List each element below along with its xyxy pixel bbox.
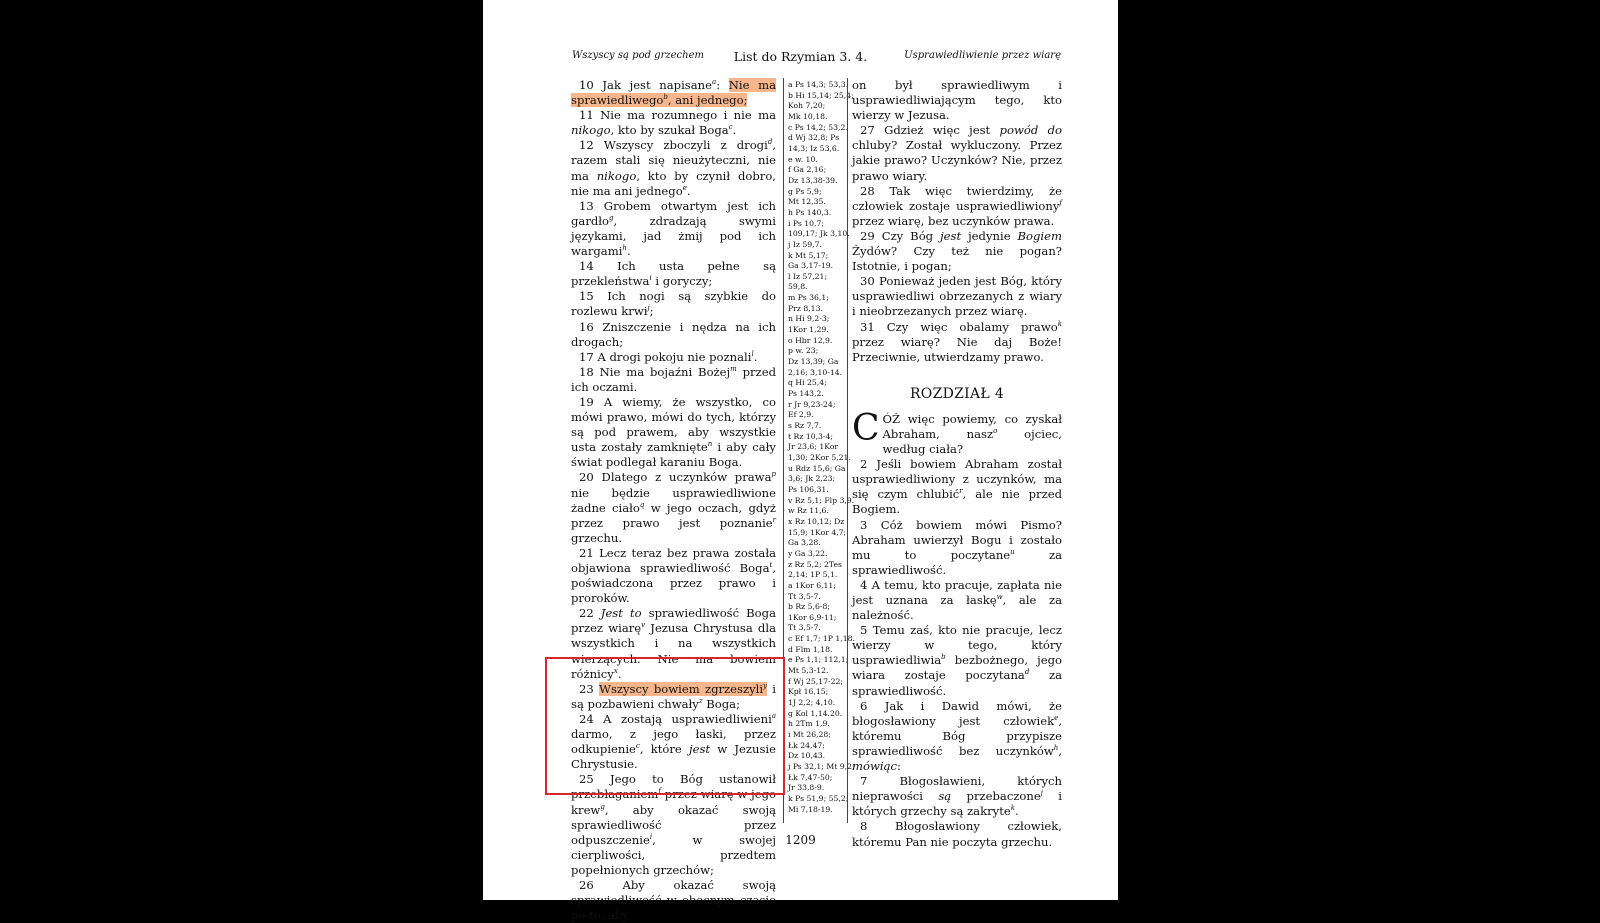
chapter-4-verse-5: 5 Temu zaś, kto nie pracuje, lecz wierzy w tego, który usprawiedliwia$^b$ bezbożnego, jego wiara zostaje poczytana$^d$ za sprawiedliwość. xyxy=(852,623,1062,698)
cross-reference: 2,16; 3,10-14. xyxy=(788,367,843,377)
cross-reference-column xyxy=(788,80,855,815)
chapter-4-verse-6: 6 Jak i Dawid mówi, że błogosławiony jest człowiek$^e$, któremu Bóg przypisze sprawiedliwość bez uczynków$^h$, mówiąc: xyxy=(852,698,1062,774)
cross-reference: p w. 23; xyxy=(788,346,819,356)
cross-reference: 1,30; 2Kor 5,21. xyxy=(788,452,851,462)
cross-reference: Jr 23,6; 1Kor xyxy=(788,442,839,452)
highlight: Wszyscy bowiem zgrzeszyli$^y$ xyxy=(599,681,768,696)
chapter-4-verse-2: 2 Jeśli bowiem Abraham został usprawiedliwiony z uczynków, ma się czym chlubić$^r$, ale nie przed Bogiem. xyxy=(852,457,1062,517)
cross-reference: t Rz 10,3-4; xyxy=(788,431,834,441)
verse-15: 15 Ich nogi są szybkie do rozlewu krwi$^j$; xyxy=(571,289,776,319)
cross-reference: j Ps 32,1; Mt 9,2; xyxy=(788,762,855,771)
verse-30: 30 Ponieważ jeden jest Bóg, który usprawiedliwi obrzezanych z wiary i nieobrzezanych przez wiarę. xyxy=(852,274,1062,319)
verse-27: 27 Gdzież więc jest powód do chluby? Został wykluczony. Przez jakie prawo? Uczynków? Nie, przez prawo wiary. xyxy=(852,123,1062,183)
column-divider xyxy=(847,78,848,823)
cross-reference: 1Kor 1,29. xyxy=(788,325,829,335)
cross-reference: Łk 7,47-50; xyxy=(788,772,833,782)
cross-reference: Tt 3,5-7. xyxy=(788,623,821,633)
verse-26: 26 Aby okazać swoją sprawiedliwość w obecnym czasie po to, aby xyxy=(571,877,776,923)
cross-reference: e Ps 1,1; 112,1; xyxy=(788,655,849,665)
cross-reference: 15,9; 1Kor 4,7; xyxy=(788,527,847,537)
cross-reference: Dz 13,38-39. xyxy=(788,175,838,185)
cross-reference: Prz 8,13. xyxy=(788,303,823,313)
cross-reference: Tt 3,5-7. xyxy=(788,591,821,601)
cross-reference: b Hi 15,14; 25,4; xyxy=(788,90,854,100)
cross-reference: 3,6; Jk 2,23; xyxy=(788,474,836,484)
cross-reference: Ps 106,31. xyxy=(788,484,829,494)
cross-reference: b Rz 5,6-8; xyxy=(788,602,830,612)
verse-26-continued: on był sprawiedliwym i usprawiedliwiającym tego, kto wierzy w Jezusa. xyxy=(852,78,1062,123)
verse-31: 31 Czy więc obalamy prawo$^k$ przez wiarę? Nie daj Boże! Przeciwnie, utwierdzamy prawo. xyxy=(852,319,1062,364)
cross-reference: a 1Kor 6,11; xyxy=(788,580,836,590)
verse-19: 19 A wiemy, że wszystko, co mówi prawo, mówi do tych, którzy są pod prawem, aby wszystkie usta zostały zamknięte$^n$ i aby cały świat podlegał karaniu Boga. xyxy=(571,394,776,470)
cross-reference: r Jr 9,23-24; xyxy=(788,399,836,409)
cross-reference: Mt 12,35. xyxy=(788,197,826,207)
cross-reference: Mk 10,18. xyxy=(788,111,828,121)
verse-13: 13 Grobem otwartym jest ich gardło$^g$, zdradzają swymi językami, jad żmij pod ich wargami$^h$. xyxy=(571,198,776,259)
chapter-4-verse-8: 8 Błogosławiony człowiek, któremu Pan nie poczyta grzechu. xyxy=(852,819,1062,849)
cross-reference: s Rz 7,7. xyxy=(788,421,822,430)
verse-23: 23 Wszyscy bowiem zgrzeszyli$^y$ i są pozbawieni chwały$^z$ Boga; xyxy=(571,681,776,711)
cross-reference: 1J 2,2; 4,10. xyxy=(788,698,836,708)
verse-17: 17 A drogi pokoju nie poznali$^l$. xyxy=(579,349,758,364)
cross-reference: n Hi 9,2-3; xyxy=(788,314,830,324)
right-text-column xyxy=(852,78,1062,850)
cross-reference: j Iz 59,7. xyxy=(788,239,822,249)
annotation-box xyxy=(545,657,785,795)
verse-20: 20 Dlatego z uczynków prawa$^p$ nie będzie usprawiedliwione żadne ciało$^q$ w jego oczach, gdyż przez prawo jest poznanie$^r$ grzechu. xyxy=(571,470,776,545)
verse-18: 18 Nie ma bojaźni Bożej$^m$ przed ich oczami. xyxy=(571,364,776,394)
chapter-4-verse-7: 7 Błogosławieni, których nieprawości są przebaczone$^j$ i których grzechy są zakryte$^k$. xyxy=(852,774,1062,819)
cross-reference: y Ga 3,22. xyxy=(788,548,828,558)
cross-reference: x Rz 10,12; Dz xyxy=(788,516,845,526)
cross-reference: e w. 10. xyxy=(788,154,818,164)
cross-reference: 14,3; Iz 53,6. xyxy=(788,143,840,153)
cross-reference: k Ps 51,9; 55,2; xyxy=(788,793,849,803)
cross-reference: 2,14; 1P 5,1. xyxy=(788,570,838,580)
cross-reference: Ga 3,17-19. xyxy=(788,261,834,271)
verse-12: 12 Wszyscy zboczyli z drogi$^d$, razem stali się nieużyteczni, nie ma nikogo, kto by czynił dobro, nie ma ani jednego$^e$. xyxy=(571,138,776,198)
cross-reference: Ga 3,28. xyxy=(788,538,821,548)
cross-reference: f Ga 2,16; xyxy=(788,165,827,175)
running-header-right: Usprawiedliwienie przez wiarę xyxy=(904,50,1061,61)
cross-reference: q Hi 25,4; xyxy=(788,378,827,388)
left-text-column xyxy=(571,78,776,923)
cross-reference: l Iz 57,21; xyxy=(788,271,828,281)
running-header-left: Wszyscy są pod grzechem xyxy=(572,50,704,61)
cross-reference: 59,8. xyxy=(788,282,808,292)
cross-reference: g Kol 1,14.20. xyxy=(788,708,843,718)
page-number: 1209 xyxy=(785,833,816,847)
cross-reference: w Rz 11,6. xyxy=(788,506,829,516)
verse-16: 16 Zniszczenie i nędza na ich drogach; xyxy=(571,319,776,349)
cross-reference: Łk 24,47; xyxy=(788,740,825,750)
cross-reference: d Wj 32,8; Ps xyxy=(788,133,840,143)
cross-reference: Mi 7,18-19. xyxy=(788,804,833,814)
cross-reference: i Mt 26,28; xyxy=(788,730,831,740)
cross-reference: c Ps 14,2; 53,2. xyxy=(788,122,848,132)
drop-cap: C xyxy=(852,407,880,449)
verse-11: 11 Nie ma rozumnego i nie ma nikogo, kto by szukał Boga$^c$. xyxy=(571,108,776,138)
cross-reference: a Ps 14,3; 53,3. xyxy=(788,80,849,89)
highlight: Nie ma sprawiedliwego$^b$, ani jednego; xyxy=(571,78,776,108)
cross-reference: d Flm 1,18. xyxy=(788,644,833,654)
cross-reference: Ps 143,2. xyxy=(788,389,824,399)
verse-21: 21 Lecz teraz bez prawa została objawiona sprawiedliwość Boga$^t$, poświadczona przez prawo i proroków. xyxy=(571,545,776,606)
cross-reference: i Ps 10,7; xyxy=(788,218,824,228)
verse-29: 29 Czy Bóg jest jedynie Bogiem Żydów? Czy też nie pogan? Istotnie, i pogan; xyxy=(852,228,1062,274)
chapter-4-verse-1: CÓŻ więc powiemy, co zyskał Abraham, nasz$^o$ ojciec, według ciała? xyxy=(852,407,1062,457)
cross-reference: Jr 33,8-9. xyxy=(788,783,825,793)
cross-reference: v Rz 5,1; Flp 3,9. xyxy=(788,495,855,505)
cross-reference: 1Kor 6,9-11; xyxy=(788,612,837,622)
cross-reference: f Wj 25,17-22; xyxy=(788,676,843,686)
verse-22: 22 Jest to sprawiedliwość Boga przez wiarę$^v$ Jezusa Chrystusa dla wszystkich i na wszystkich wierzących. Nie ma bowiem różnicy$^x$. xyxy=(571,606,776,681)
cross-reference: 109,17; Jk 3,10. xyxy=(788,229,850,239)
cross-reference: g Ps 5,9; xyxy=(788,186,822,196)
cross-reference: m Ps 36,1; xyxy=(788,293,829,303)
cross-reference: c Ef 1,7; 1P 1,18. xyxy=(788,634,855,644)
cross-reference: z Rz 5,2; 2Tes xyxy=(788,559,842,569)
running-header-title: List do Rzymian 3. 4. xyxy=(733,49,868,64)
cross-reference: Kpł 16,15; xyxy=(788,687,829,697)
verse-28: 28 Tak więc twierdzimy, że człowiek zostaje usprawiedliwiony$^f$ przez wiarę, bez uczynków prawa. xyxy=(852,183,1062,228)
chapter-4-verse-4: 4 A temu, kto pracuje, zapłata nie jest uznana za łaskę$^w$, ale za należność. xyxy=(852,577,1062,623)
cross-reference: h 2Tm 1,9. xyxy=(788,719,830,729)
cross-reference: Mt 5,3-12. xyxy=(788,666,829,676)
cross-reference: o Hbr 12,9. xyxy=(788,335,833,345)
verse-10: 10 Jak jest napisane$^a$: Nie ma sprawiedliwego$^b$, ani jednego; xyxy=(571,78,776,108)
cross-reference: Ef 2,9. xyxy=(788,410,814,420)
cross-reference: Dz 13,39; Ga xyxy=(788,357,839,367)
verse-24: 24 A zostają usprawiedliwieni$^a$ darmo, z jego łaski, przez odkupienie$^c$, które jest w Jezusie Chrystusie. xyxy=(571,711,776,772)
verse-14: 14 Ich usta pełne są przekleństwa$^i$ i goryczy; xyxy=(571,259,776,289)
cross-reference: k Mt 5,17; xyxy=(788,250,829,260)
cross-reference: Dz 10,43. xyxy=(788,751,826,761)
verse-25: 25 Jego to Bóg ustanowił przebłaganiem$^f$ przez wiarę w jego krew$^g$, aby okazać swoją sprawiedliwość przez odpuszczenie$^i$, w swojej cierpliwości, przedtem popełnionych grzechów; xyxy=(571,772,776,877)
cross-reference: h Ps 140,3. xyxy=(788,207,832,217)
cross-reference: u Rdz 15,6; Ga xyxy=(788,463,846,473)
chapter-heading: ROZDZIAŁ 4 xyxy=(909,385,1005,402)
cross-reference: Koh 7,20; xyxy=(788,101,826,111)
chapter-4-verse-3: 3 Cóż bowiem mówi Pismo? Abraham uwierzył Bogu i zostało mu to poczytane$^u$ za sprawiedliwość. xyxy=(852,517,1062,577)
